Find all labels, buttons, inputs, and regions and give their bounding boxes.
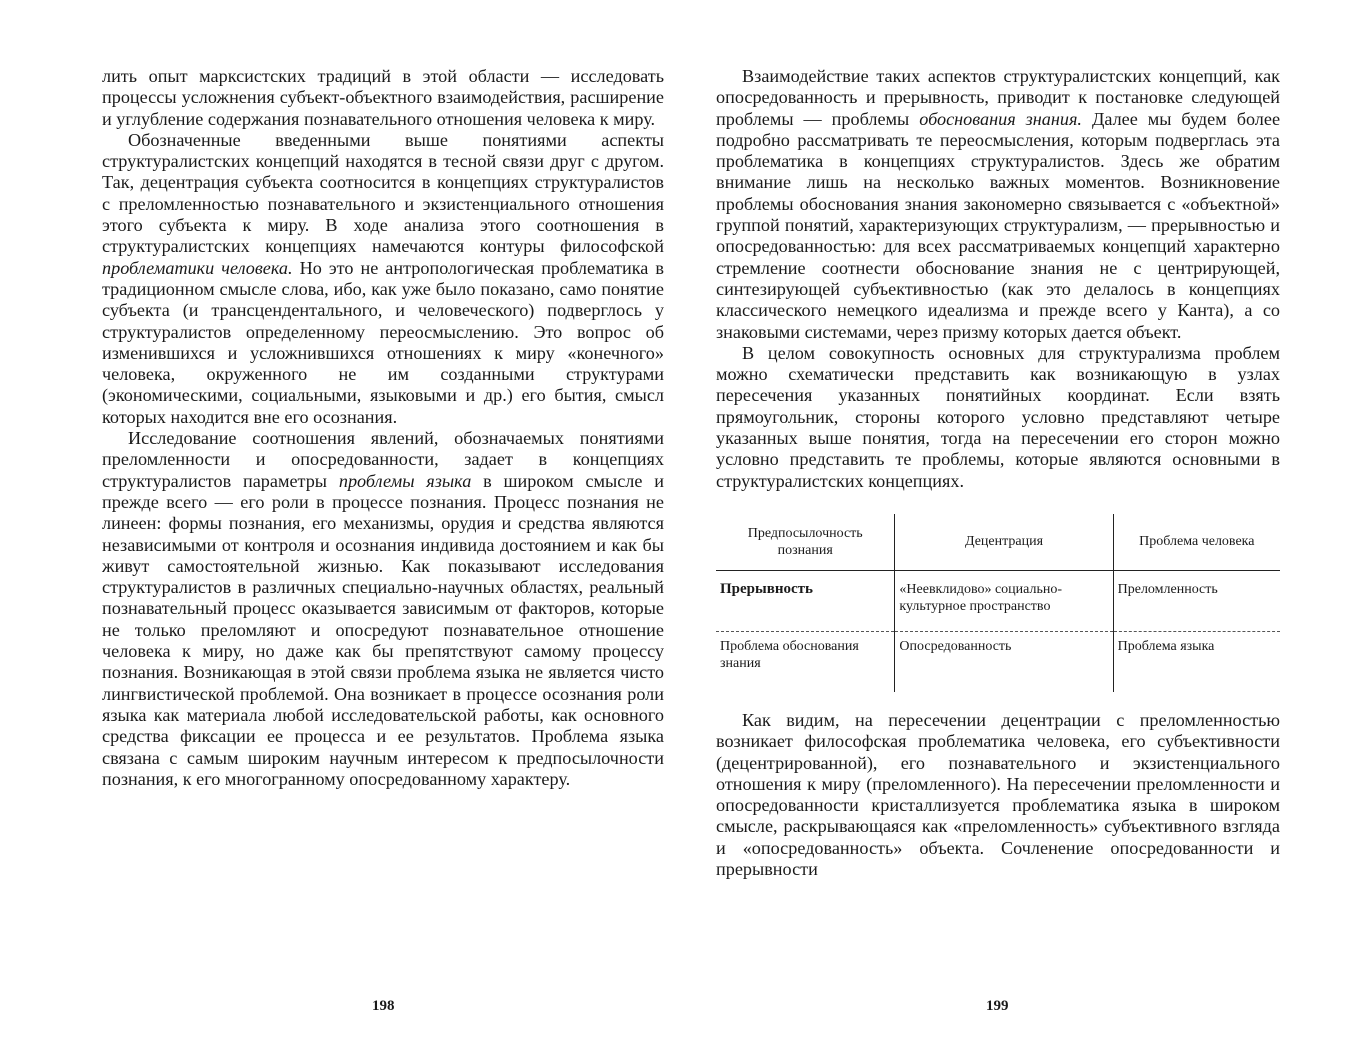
page-number-left: 198 [372,998,395,1014]
paragraph: В целом совокупность основных для структурализма проблем можно схематически представить как возникающую в узлах пересечения указанных понятийных координат. Если взять прямоугольник, стороны которого условно представляют четыре указанных выше понятия, тогда на пересечении его сторон можно условно представить те проблемы, которые являются основными в структуралистских концепциях. [716,342,1280,491]
table-cell: Проблема языка [1117,638,1215,654]
table-row [716,514,1280,571]
emphasis: обоснования знания. [919,108,1082,129]
paragraph: Исследование соотношения явлений, обозначаемых понятиями преломленности и опосредованности, задает в концепциях структуралистов параметры проблемы языка в широком смысле и прежде всего — его роли в процессе познания. Процесс познания не линеен: формы познания, его механизмы, орудия и средства являются независимыми от контроля и осознания индивида достоянием и как бы живут самостоятельной жизнью. Как показывают исследования структуралистов в различных специально-научных областях, реальный познавательный процесс оказывается зависимым от факторов, которые не только преломляют и опосредуют познавательное отношение человека к миру, но даже как бы препятствуют самому процессу познания. Возникающая в этой связи проблема языка не является чисто лингвистической проблемой. Она возникает в процессе осознания роли языка как материала любой исследовательской работы, как основного средства фиксации ее процесса и ее результатов. Проблема языка связана с самым широким научным интересом к предпосылочности познания, к его многогранному опосредованному характеру. [102,428,664,789]
paragraph: лить опыт марксистских традиций в этой области — исследовать процессы усложнения субъект-объектного взаимодействия, расширение и углубление содержания познавательного отношения человека к миру. [102,66,664,129]
page-number-right: 199 [986,998,1009,1014]
right-page [716,66,1280,880]
table-row [716,570,1280,631]
concept-matrix-table [716,514,1280,692]
table-cell: «Неевклидово» социально-культурное пространство [895,570,1113,631]
table-cell: Проблема человека [1113,514,1280,571]
table-cell: Прерывность [716,570,895,631]
emphasis: проблемы языка [338,470,472,491]
left-page [102,66,664,790]
table-cell: Преломленность [1113,570,1280,631]
table-cell: Проблема обоснования знания [716,631,895,692]
table-row [716,631,1280,692]
table-cell: Предпосылочность познания [716,514,895,571]
paragraph: Обозначенные введенными выше понятиями аспекты структуралистских концепций находятся в тесной связи друг с другом. Так, децентрация субъекта соотносится в концепциях структуралистов с преломленностью познавательного и экзистенциального отношения этого субъекта к миру. В ходе анализа этого соотношения в структуралистских концепциях намечаются контуры философской проблематики человека. Но это не антропологическая проблематика в традиционном смысле слова, ибо, как уже было показано, само понятие субъекта (и трансцендентального, и человеческого) подверглось у структуралистов определенному переосмыслению. Это вопрос об изменившихся и усложнившихся отношениях к миру «конечного» человека, окруженного не им созданными структурами (экономическими, социальными, языковыми и др.) его бытия, смысл которых находится вне его осознания. [102,129,664,427]
table-cell: Опосредованность [895,631,1113,692]
emphasis: проблематики человека. [102,257,293,278]
table-cell: Децентрация [895,514,1113,571]
paragraph: Взаимодействие таких аспектов структуралистских концепций, как опосредованность и прерывность, приводит к постановке следующей проблемы — проблемы обоснования знания. Далее мы будем более подробно рассматривать те переосмысления, которым подверглась эта проблематика в концепциях структуралистов. Здесь же обратим внимание лишь на несколько важных моментов. Возникновение проблемы обоснования знания закономерно связывается с «объектной» группой понятий, характеризующих структурализм, — прерывностью и опосредованностью: для всех рассматриваемых концепций характерно стремление соотнести обоснование знания не с центрирующей, синтезирующей субъективностью (как это делалось в концепциях классического немецкого идеализма и прежде всего у Канта), а со знаковыми системами, через призму которых дается объект. [716,66,1281,342]
paragraph: Как видим, на пересечении децентрации с преломленностью возникает философская проблематика человека, его субъективности (децентрированной), его познавательного и экзистенциального отношения к миру (преломленного). На пересечении преломленности и опосредованности кристаллизуется проблематика языка в широком смысле, раскрывающаяся как «преломленность» субъективного взгляда и «опосредованность» объекта. Сочленение опосредованности и прерывности [716,709,1280,880]
